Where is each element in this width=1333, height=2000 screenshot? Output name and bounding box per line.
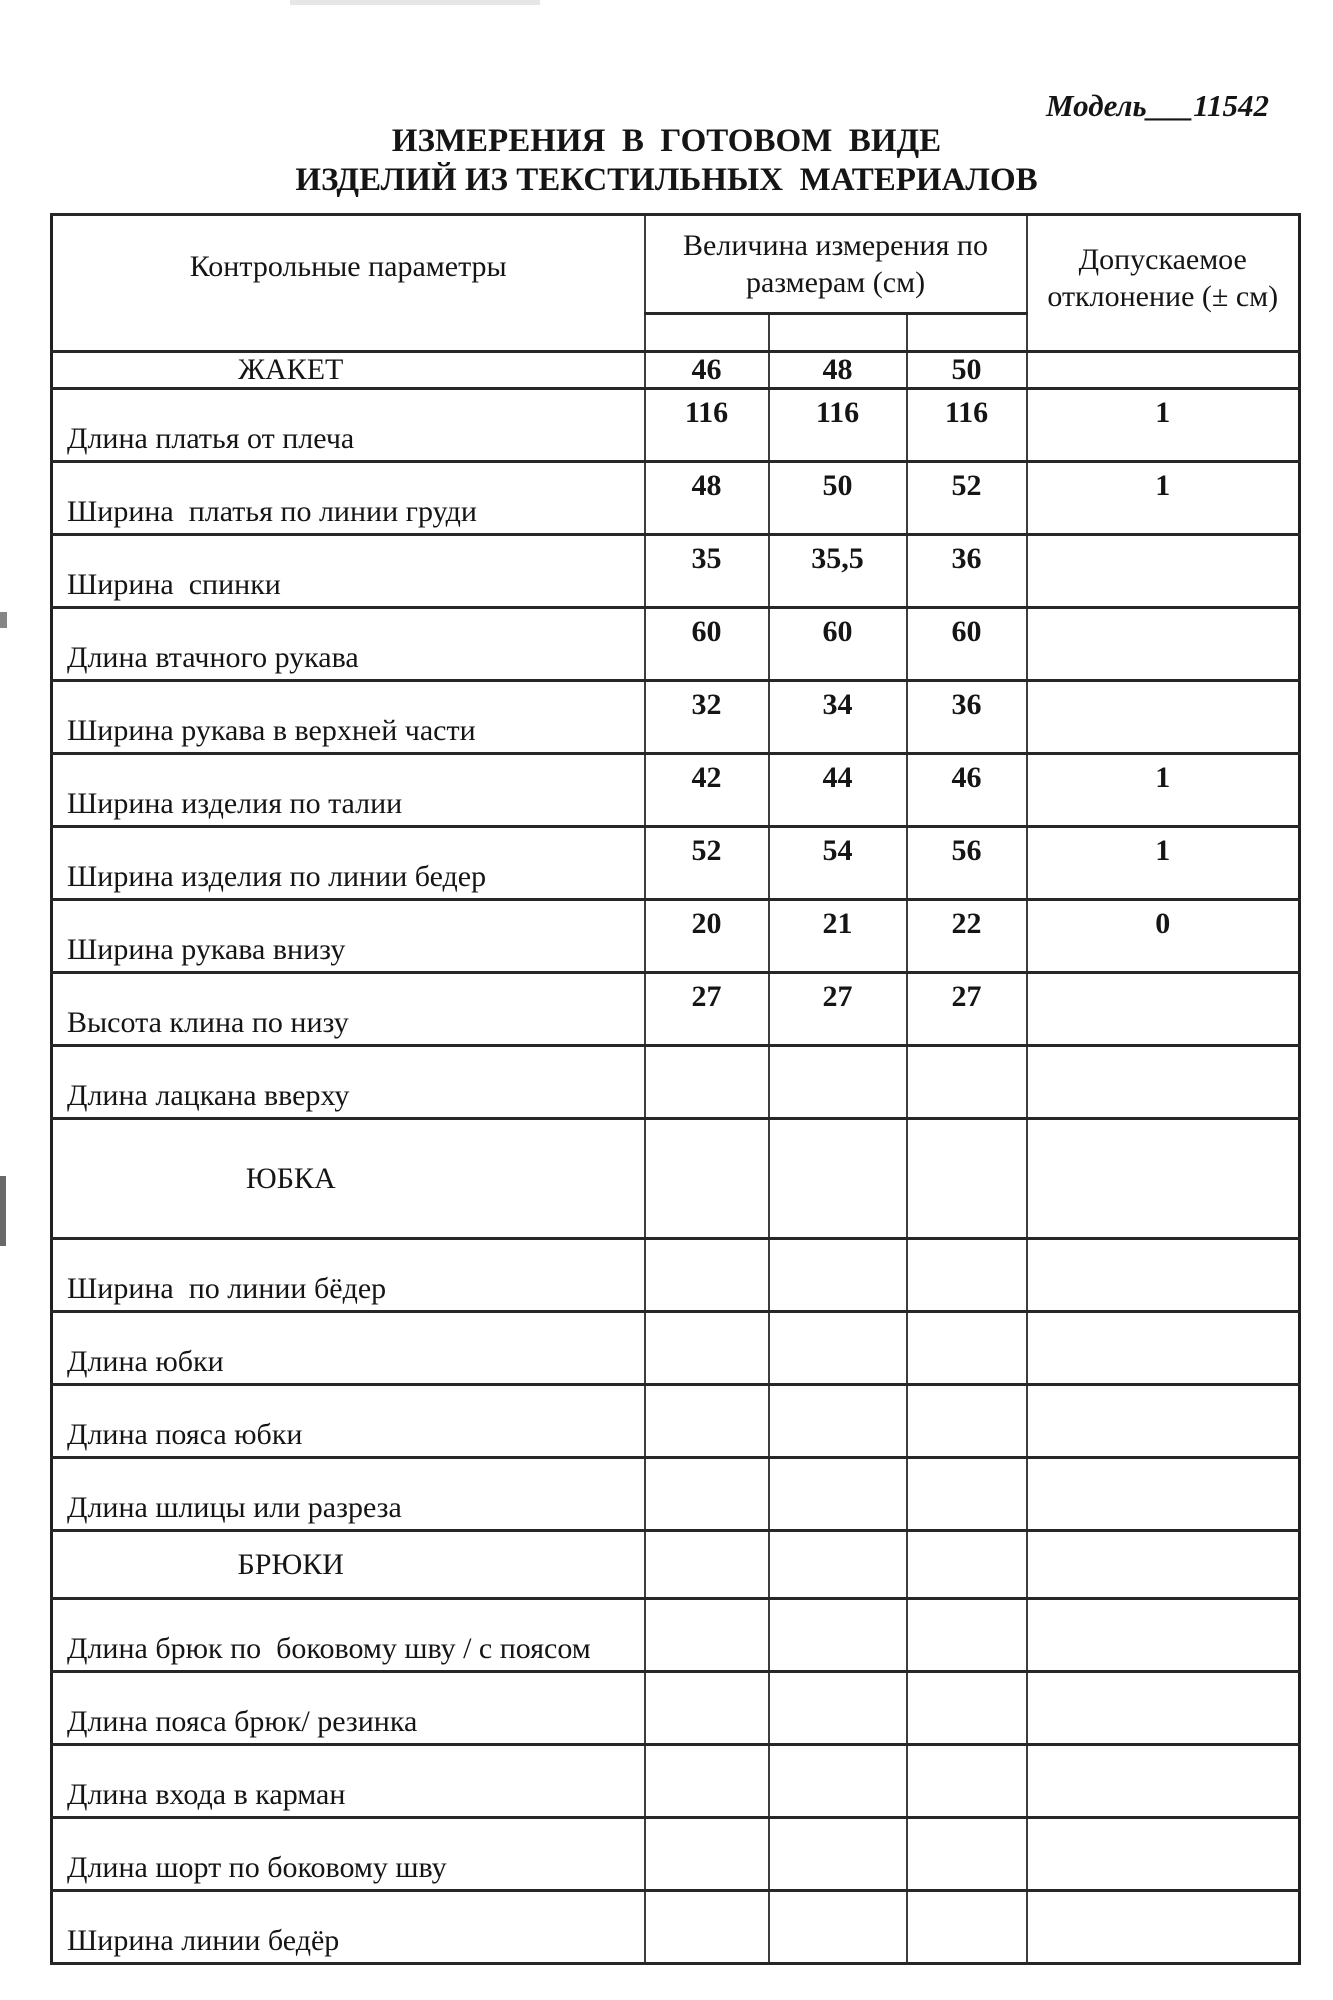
deviation-value-cell: [1027, 352, 1300, 389]
size-value-cell-48: 116: [769, 389, 907, 462]
section-label-cell: ЮБКА: [52, 1119, 645, 1239]
deviation-value-cell: 1: [1027, 462, 1300, 535]
table-row: [52, 1385, 1300, 1458]
size-value-cell-50: [907, 1046, 1027, 1119]
param-label-cell: Ширина рукава в верхней части: [52, 681, 645, 754]
header-row: [52, 215, 1300, 314]
deviation-value-cell: [1027, 1239, 1300, 1312]
table-row: [52, 462, 1300, 535]
size-value-cell-50: [907, 1745, 1027, 1818]
size-value-cell-50: 52: [907, 462, 1027, 535]
table-row: [52, 973, 1300, 1046]
size-value-cell-46: [645, 1531, 769, 1599]
measurements-table: [50, 213, 1301, 1965]
size-value-cell-46: 52: [645, 827, 769, 900]
size-value-cell-46: [645, 1239, 769, 1312]
deviation-value-cell: [1027, 608, 1300, 681]
size-value-cell-48: 35,5: [769, 535, 907, 608]
table-row: [52, 1599, 1300, 1672]
size-value-cell-50: [907, 1818, 1027, 1891]
param-label-cell: Ширина платья по линии груди: [52, 462, 645, 535]
table-row: [52, 1119, 1300, 1239]
size-value-cell-50: 116: [907, 389, 1027, 462]
size-value-cell-48: [769, 1599, 907, 1672]
model-number-label: Модель___11542: [1046, 88, 1269, 123]
table-row: [52, 1531, 1300, 1599]
size-value-cell-46: [645, 1672, 769, 1745]
deviation-value-cell: 1: [1027, 389, 1300, 462]
size-subcell: [769, 314, 907, 352]
param-label-cell: Длина пояса брюк/ резинка: [52, 1672, 645, 1745]
deviation-value-cell: 1: [1027, 754, 1300, 827]
size-value-cell-48: 21: [769, 900, 907, 973]
size-value-cell-50: [907, 1385, 1027, 1458]
size-value-cell-46: 48: [645, 462, 769, 535]
size-value-cell-46: 60: [645, 608, 769, 681]
size-value-cell-48: [769, 1818, 907, 1891]
table-row: [52, 608, 1300, 681]
size-value-cell-50: [907, 1672, 1027, 1745]
table-row: [52, 754, 1300, 827]
deviation-value-cell: [1027, 1818, 1300, 1891]
size-value-cell-48: [769, 1312, 907, 1385]
size-value-cell-46: [645, 1818, 769, 1891]
size-value-cell-50: 56: [907, 827, 1027, 900]
size-value-cell-46: 42: [645, 754, 769, 827]
size-value-cell-50: [907, 1312, 1027, 1385]
scan-artifact: [290, 0, 540, 5]
size-value-cell-48: [769, 1239, 907, 1312]
section-label-cell: БРЮКИ: [52, 1531, 645, 1599]
size-value-cell-50: 36: [907, 535, 1027, 608]
header-control-parameters: Контрольные параметры: [52, 215, 645, 352]
size-value-cell-46: 46: [645, 352, 769, 389]
param-label-cell: Ширина линии бедёр: [52, 1891, 645, 1964]
size-value-cell-46: [645, 1119, 769, 1239]
size-value-cell-46: [645, 1458, 769, 1531]
measurement-table-body: [52, 352, 1300, 1964]
document-title-line2: ИЗДЕЛИЙ ИЗ ТЕКСТИЛЬНЫХ МАТЕРИАЛОВ: [295, 162, 1038, 198]
scan-artifact: [0, 1176, 6, 1246]
param-label-cell: Длина шлицы или разреза: [52, 1458, 645, 1531]
size-value-cell-48: 34: [769, 681, 907, 754]
size-value-cell-46: 32: [645, 681, 769, 754]
param-label-cell: Ширина изделия по линии бедер: [52, 827, 645, 900]
deviation-value-cell: [1027, 1531, 1300, 1599]
param-label-cell: Высота клина по низу: [52, 973, 645, 1046]
param-label-cell: Длина платья от плеча: [52, 389, 645, 462]
size-value-cell-50: 36: [907, 681, 1027, 754]
size-value-cell-46: [645, 1046, 769, 1119]
size-value-cell-48: 27: [769, 973, 907, 1046]
size-value-cell-46: 116: [645, 389, 769, 462]
table-row: [52, 389, 1300, 462]
deviation-value-cell: [1027, 973, 1300, 1046]
size-value-cell-50: 27: [907, 973, 1027, 1046]
param-label-cell: Длина втачного рукава: [52, 608, 645, 681]
param-label-cell: Длина шорт по боковому шву: [52, 1818, 645, 1891]
table-row: [52, 900, 1300, 973]
deviation-value-cell: [1027, 1672, 1300, 1745]
deviation-value-cell: [1027, 1385, 1300, 1458]
size-value-cell-50: 22: [907, 900, 1027, 973]
param-label-cell: Ширина рукава внизу: [52, 900, 645, 973]
deviation-value-cell: [1027, 1745, 1300, 1818]
table-row: [52, 827, 1300, 900]
param-label-cell: Длина брюк по боковому шву / с поясом: [52, 1599, 645, 1672]
size-subcell: [907, 314, 1027, 352]
scan-artifact: [0, 612, 7, 628]
size-value-cell-48: [769, 1385, 907, 1458]
size-value-cell-46: [645, 1385, 769, 1458]
size-value-cell-48: [769, 1672, 907, 1745]
table-header: [52, 215, 1300, 352]
param-label-cell: Длина входа в карман: [52, 1745, 645, 1818]
size-value-cell-46: [645, 1745, 769, 1818]
deviation-value-cell: [1027, 1599, 1300, 1672]
size-value-cell-50: [907, 1531, 1027, 1599]
param-label-cell: Ширина по линии бёдер: [52, 1239, 645, 1312]
deviation-value-cell: 1: [1027, 827, 1300, 900]
size-value-cell-46: 27: [645, 973, 769, 1046]
table-row: [52, 1818, 1300, 1891]
deviation-value-cell: [1027, 681, 1300, 754]
table-row: [52, 1891, 1300, 1964]
size-value-cell-48: [769, 1046, 907, 1119]
deviation-value-cell: [1027, 1046, 1300, 1119]
size-value-cell-48: [769, 1891, 907, 1964]
size-value-cell-48: 44: [769, 754, 907, 827]
size-value-cell-46: 35: [645, 535, 769, 608]
deviation-value-cell: [1027, 535, 1300, 608]
size-value-cell-50: 60: [907, 608, 1027, 681]
param-label-cell: Ширина изделия по талии: [52, 754, 645, 827]
size-value-cell-48: [769, 1531, 907, 1599]
size-value-cell-50: [907, 1119, 1027, 1239]
header-measurement-values: Величина измерения по размерам (см): [645, 215, 1027, 314]
deviation-value-cell: [1027, 1312, 1300, 1385]
deviation-value-cell: 0: [1027, 900, 1300, 973]
param-label-cell: Длина лацкана вверху: [52, 1046, 645, 1119]
param-label-cell: Длина пояса юбки: [52, 1385, 645, 1458]
size-subcell: [645, 314, 769, 352]
deviation-value-cell: [1027, 1119, 1300, 1239]
size-value-cell-50: 46: [907, 754, 1027, 827]
size-value-cell-46: [645, 1312, 769, 1385]
table-row: [52, 1239, 1300, 1312]
table-row: [52, 1458, 1300, 1531]
size-value-cell-48: 48: [769, 352, 907, 389]
document-title-line1: ИЗМЕРЕНИЯ В ГОТОВОМ ВИДЕ: [391, 123, 942, 159]
table-row: [52, 1046, 1300, 1119]
size-value-cell-48: [769, 1119, 907, 1239]
size-value-cell-50: [907, 1891, 1027, 1964]
size-value-cell-50: [907, 1599, 1027, 1672]
deviation-value-cell: [1027, 1891, 1300, 1964]
table-row: [52, 535, 1300, 608]
param-label-cell: Длина юбки: [52, 1312, 645, 1385]
table-row: [52, 1672, 1300, 1745]
table-row: [52, 1312, 1300, 1385]
size-value-cell-48: 54: [769, 827, 907, 900]
document-title: [0, 122, 1333, 200]
table-row: [52, 681, 1300, 754]
size-value-cell-48: 60: [769, 608, 907, 681]
section-label-cell: ЖАКЕТ: [52, 352, 645, 389]
size-value-cell-50: [907, 1239, 1027, 1312]
size-value-cell-46: [645, 1891, 769, 1964]
size-value-cell-50: 50: [907, 352, 1027, 389]
size-value-cell-50: [907, 1458, 1027, 1531]
header-allowed-deviation: Допускаемое отклонение (± см): [1027, 215, 1300, 352]
param-label-cell: Ширина спинки: [52, 535, 645, 608]
size-value-cell-46: 20: [645, 900, 769, 973]
size-value-cell-48: 50: [769, 462, 907, 535]
size-value-cell-48: [769, 1458, 907, 1531]
table-row: [52, 1745, 1300, 1818]
deviation-value-cell: [1027, 1458, 1300, 1531]
table-row: [52, 352, 1300, 389]
size-value-cell-46: [645, 1599, 769, 1672]
size-value-cell-48: [769, 1745, 907, 1818]
